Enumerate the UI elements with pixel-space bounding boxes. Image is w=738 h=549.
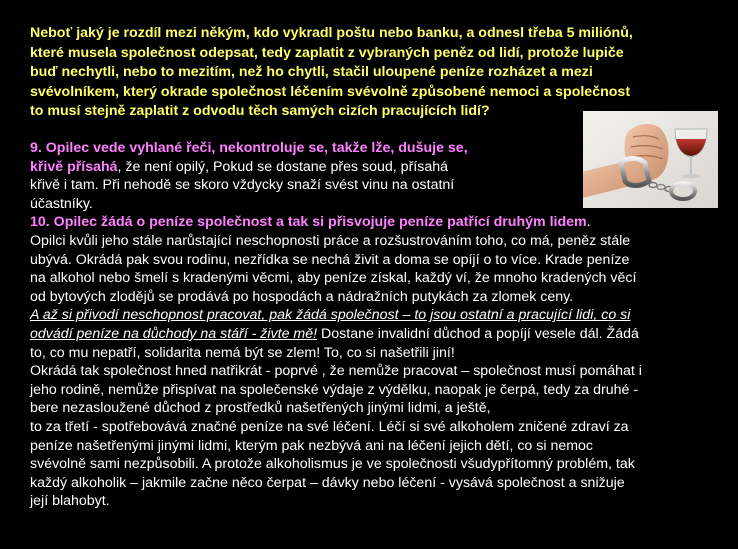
section9-line2 — [30, 158, 730, 177]
section10-heading-line — [30, 213, 730, 232]
italic-demand-phrase: odvádí peníze na důchody na stáří - živte mě! — [30, 325, 318, 342]
section9-heading: 9. Opilec vede vyhlané řeči, nekontroluje se, takže lže, dušuje se, — [30, 140, 468, 156]
section9-bold-phrase: křivě přísahá — [30, 158, 118, 175]
section9-line2-rest: , že není opilý, Pokud se dostane přes soud, přísahá — [117, 158, 449, 175]
section9-line3: křivě i tam. Při nehodě se skoro vždycky snaží svést vinu na ostatní — [30, 177, 455, 194]
italic-demand-line2 — [30, 325, 730, 344]
section10-line: Opilci kvůli jeho stále narůstající neschopnosti práce a rozšustrováním toho, co má, peněz stále — [30, 232, 631, 249]
section10-line: to, co mu nepatří, solidarita nemá být se zlem! To, co si našetřili jiní! — [30, 344, 455, 361]
invalid-pension-text: Dostane invalidní důchod a popíjí vesele dál. Žádá — [317, 325, 639, 342]
section10-heading: 10. Opilec žádá o peníze společnost a tak si přisvojuje peníze patřící druhým lidem — [30, 214, 587, 231]
body-text — [30, 139, 730, 511]
section10-heading-end: . — [586, 214, 591, 231]
section10-line: její blahobyt. — [30, 493, 110, 510]
section10-line: peníze našetřenými jinými lidmi, kterým pak nezbývá ani na léčení jejich dětí, co si nemoc — [30, 437, 594, 454]
section10-line: svévolně sami nezpůsobili. A protože alkoholismus je ve společnosti všudypřítomný problém, tak — [30, 456, 635, 473]
section10-line: ubývá. Okrádá pak svou rodinu, nezřídka se nechá živit a doma se opíjí o to více. Krade peníze — [30, 251, 630, 268]
intro-line: svévolníkem, který okrade společnost léčením svévolně způsobené nemoci a společnost — [30, 83, 631, 100]
intro-line: buď nechytli, nebo to mezitím, než ho chytli, stačil uloupené peníze rozházet a mezi — [30, 64, 593, 81]
section10-line: každý alkoholik – jakmile začne něco čerpat – dávky nebo léčení - vysává společnost a snižuje — [30, 474, 625, 491]
intro-line: to musí stejně zaplatit z odvodu těch samých cizích pracujících lidí? — [30, 103, 490, 120]
section10-line: Okrádá tak společnost hned natřikrát - poprvé , že nemůže pracovat – společnost musí pomáhat i — [30, 363, 642, 380]
section10-line: jeho rodině, nemůže přispívat na společenské výdaje z výdělku, naopak je čerpá, tedy za druhé - — [30, 381, 639, 398]
section10-line: na alkohol nebo šmelí s kradenými věcmi, aby peníze získal, každý ví, že mnoho kradených věcí — [30, 270, 637, 287]
intro-line: Neboť jaký je rozdíl mezi někým, kdo vykradl poštu nebo banku, a odnesl třeba 5 miliónů, — [30, 25, 633, 41]
section10-line: to za třetí - spotřebovává značné peníze na své léčení. Léčí si své alkoholem zničené zdraví za — [30, 418, 629, 435]
intro-line: které musela společnost odepsat, tedy zaplatit z vybraných peněz od lidí, protože lupiče — [30, 44, 624, 61]
section10-line: bere nezasloužené důchod z prostředků našetřených jinými lidmi, a ještě, — [30, 400, 491, 417]
intro-paragraph — [30, 24, 730, 122]
section10-line: od bytových zlodějů se prodává po hospodách a nádražních putykách za zlomek ceny. — [30, 288, 574, 305]
section9-line4: účastníky. — [30, 195, 93, 212]
italic-demand-line: A až si přivodí neschopnost pracovat, pak žádá společnost – to jsou ostatní a pracující lidi, co si — [30, 307, 631, 324]
